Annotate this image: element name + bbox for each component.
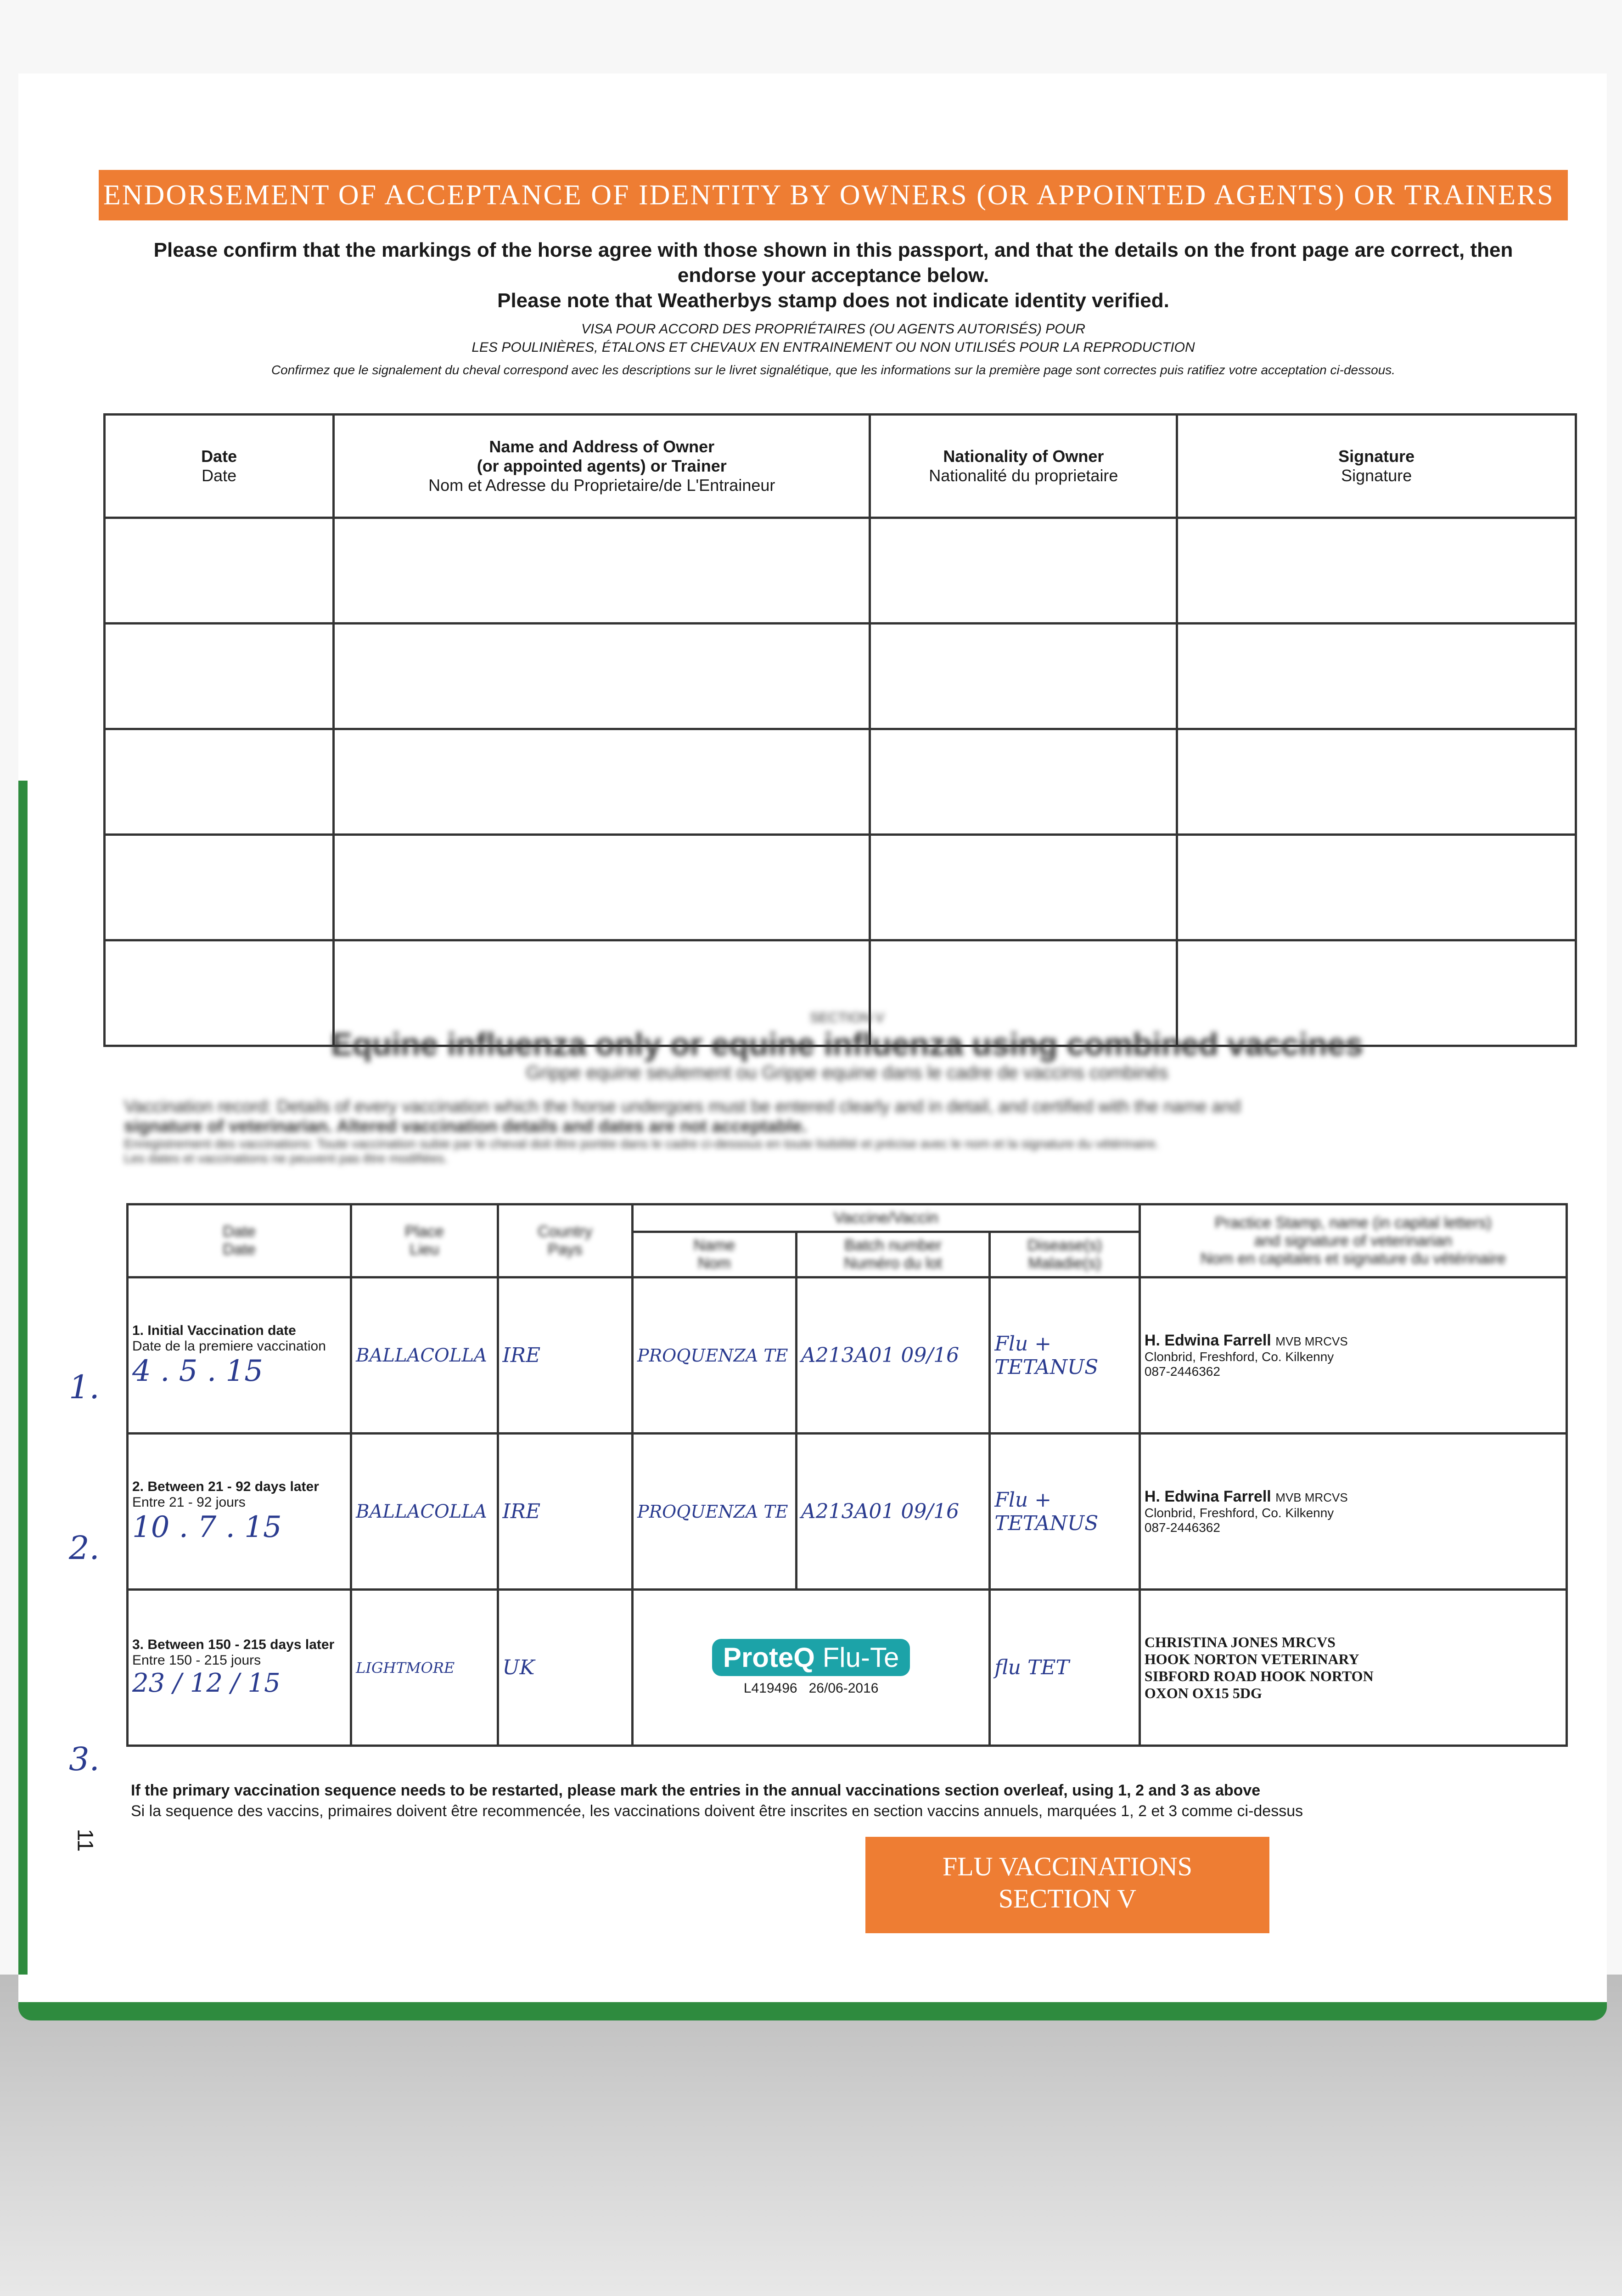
endorsement-row	[105, 729, 1576, 835]
intro-french-3: Confirmez que le signalement du cheval correspond avec les descriptions sur le livret signalétique, que les informations sur la première page sont correctes puis ratifiez votre acceptation ci-dessous.	[271, 363, 1396, 377]
signature-cell[interactable]	[1177, 624, 1576, 729]
section-subtitle: Grippe equine seulement ou Grippe equine dans le cadre de vaccins combinés	[526, 1063, 1168, 1083]
date-cell[interactable]	[105, 835, 334, 940]
endorsement-header-row	[105, 415, 1576, 518]
date-cell[interactable]	[105, 518, 334, 624]
owner-cell[interactable]	[334, 835, 870, 940]
signature-cell[interactable]	[1177, 518, 1576, 624]
vacc-sticker-cell[interactable]: ProteQ Flu-Te L419496 26/06-2016	[632, 1590, 989, 1746]
date-cell[interactable]	[105, 624, 334, 729]
nationality-cell[interactable]	[870, 518, 1177, 624]
vacc-header-place: Place Lieu	[351, 1204, 498, 1277]
vacc-batch[interactable]: A213A01 09/16	[796, 1277, 990, 1434]
vacc-header-name: Name Nom	[632, 1232, 796, 1277]
section-label: SECTION V	[810, 1010, 884, 1025]
vacc-disease[interactable]: Flu + TETANUS	[990, 1277, 1140, 1434]
signature-cell[interactable]	[1177, 729, 1576, 835]
section-v-header	[124, 1010, 1570, 1166]
vacc-header-batch: Batch number Numéro du lot	[796, 1232, 990, 1277]
vacc-row-3	[128, 1590, 1567, 1746]
row-number-1: 1.	[69, 1368, 100, 1406]
intro-french-2: LES POULINIÈRES, ÉTALONS ET CHEVAUX EN ENTRAINEMENT OU NON UTILISÉS POUR LA REPRODUCTION	[471, 340, 1195, 355]
vacc-date: 10 . 7 . 15	[132, 1510, 282, 1544]
vacc-batch[interactable]: A213A01 09/16	[796, 1434, 990, 1590]
vacc-header-vaccine: Vaccine/Vaccin	[632, 1204, 1139, 1232]
vacc-date-cell[interactable]: 3. Between 150 - 215 days later Entre 150 - 215 jours 23 / 12 / 15	[128, 1590, 351, 1746]
vacc-row-2	[128, 1434, 1567, 1590]
header-signature: Signature Signature	[1177, 415, 1576, 518]
vacc-date-cell[interactable]: 1. Initial Vaccination date Date de la premiere vaccination 4 . 5 . 15	[128, 1277, 351, 1434]
vacc-date-cell[interactable]: 2. Between 21 - 92 days later Entre 21 - 92 jours 10 . 7 . 15	[128, 1434, 351, 1590]
scan-grey-surface	[0, 1975, 1622, 2296]
footer-note-en: If the primary vaccination sequence needs to be restarted, please mark the entries in the annual vaccinations section overleaf, using 1, 2 and 3 as above	[131, 1782, 1261, 1799]
vacc-country[interactable]: UK	[498, 1590, 632, 1746]
vacc-date: 23 / 12 / 15	[132, 1668, 281, 1698]
page-number: 11	[73, 1829, 97, 1852]
header-date: Date Date	[105, 415, 334, 518]
nationality-cell[interactable]	[870, 624, 1177, 729]
vacc-name[interactable]: PROQUENZA TE	[632, 1434, 796, 1590]
date-cell[interactable]	[105, 729, 334, 835]
footer-note-fr: Si la sequence des vaccins, primaires doivent être recommencée, les vaccinations doivent être inscrites en section vaccins annuels, marquées 1, 2 et 3 comme ci-dessus	[131, 1802, 1303, 1820]
vacc-vet-stamp[interactable]: CHRISTINA JONES MRCVS HOOK NORTON VETERINARY SIBFORD ROAD HOOK NORTON OXON OX15 5DG	[1139, 1590, 1566, 1746]
passport-cover-edge	[18, 781, 28, 1975]
owner-cell[interactable]	[334, 729, 870, 835]
vacc-place[interactable]: BALLACOLLA	[351, 1434, 498, 1590]
section-text-3: Enregistrement des vaccinations: Toute vaccination subie par le cheval doit être portée dans le cadre ci-dessous en toute lisibilité et précise avec le nom et la signature du vétérinaire.	[124, 1137, 1159, 1151]
vacc-country[interactable]: IRE	[498, 1277, 632, 1434]
endorsement-row	[105, 835, 1576, 940]
intro-french-1: VISA POUR ACCORD DES PROPRIÉTAIRES (OU AGENTS AUTORISÉS) POUR	[581, 321, 1085, 337]
intro-line-3: Please note that Weatherbys stamp does not indicate identity verified.	[497, 289, 1169, 312]
section-title: Equine influenza only or equine influenza using combined vaccines	[331, 1026, 1364, 1062]
vacc-place[interactable]: BALLACOLLA	[351, 1277, 498, 1434]
row-number-3: 3.	[69, 1740, 100, 1778]
nationality-cell[interactable]	[870, 729, 1177, 835]
endorsement-table	[103, 413, 1577, 1047]
owner-cell[interactable]	[334, 518, 870, 624]
section-text-1: Vaccination record: Details of every vaccination which the horse undergoes must be entered clearly and in detail, and certified with the name and	[124, 1097, 1241, 1116]
row-number-2: 2.	[69, 1529, 100, 1567]
header-nationality: Nationality of Owner Nationalité du proprietaire	[870, 415, 1177, 518]
vacc-disease[interactable]: Flu + TETANUS	[990, 1434, 1140, 1590]
vacc-row-1	[128, 1277, 1567, 1434]
owner-cell[interactable]	[334, 624, 870, 729]
vacc-vet-stamp[interactable]: H. Edwina Farrell MVB MRCVS Clonbrid, Freshford, Co. Kilkenny 087-2446362	[1139, 1434, 1566, 1590]
vacc-disease[interactable]: flu TET	[990, 1590, 1140, 1746]
signature-cell[interactable]	[1177, 835, 1576, 940]
vacc-name[interactable]: PROQUENZA TE	[632, 1277, 796, 1434]
vacc-header-country: Country Pays	[498, 1204, 632, 1277]
intro-line-2: endorse your acceptance below.	[677, 264, 989, 287]
vacc-header-disease: Disease(s) Maladie(s)	[990, 1232, 1140, 1277]
vacc-vet-stamp[interactable]: H. Edwina Farrell MVB MRCVS Clonbrid, Freshford, Co. Kilkenny 087-2446362	[1139, 1277, 1566, 1434]
vaccination-table	[126, 1203, 1568, 1747]
endorsement-row	[105, 518, 1576, 624]
section-text-2: signature of veterinarian. Altered vaccination details and dates are not acceptable.	[124, 1117, 807, 1136]
endorsement-banner: ENDORSEMENT OF ACCEPTANCE OF IDENTITY BY OWNERS (OR APPOINTED AGENTS) OR TRAINERS	[99, 170, 1568, 220]
vacc-header-row-1	[128, 1204, 1567, 1232]
vacc-country[interactable]: IRE	[498, 1434, 632, 1590]
endorsement-row	[105, 624, 1576, 729]
vacc-place[interactable]: LIGHTMORE	[351, 1590, 498, 1746]
flu-vaccinations-tab: FLU VACCINATIONS SECTION V	[865, 1837, 1269, 1933]
nationality-cell[interactable]	[870, 835, 1177, 940]
intro-line-1: Please confirm that the markings of the horse agree with those shown in this passport, and that the details on the front page are correct, then	[153, 239, 1513, 261]
section-text-4: Les dates et vaccinations ne peuvent pas être modifiées.	[124, 1151, 448, 1165]
header-owner: Name and Address of Owner (or appointed agents) or Trainer Nom et Adresse du Proprietaire/de L'Entraineur	[334, 415, 870, 518]
vacc-header-practice: Practice Stamp, name (in capital letters) and signature of veterinarian Nom en capitales et signature du vétérinaire	[1139, 1204, 1566, 1277]
vacc-header-date: Date Date	[128, 1204, 351, 1277]
proteq-sticker: ProteQ Flu-Te	[712, 1639, 910, 1676]
vacc-date: 4 . 5 . 15	[132, 1354, 263, 1388]
